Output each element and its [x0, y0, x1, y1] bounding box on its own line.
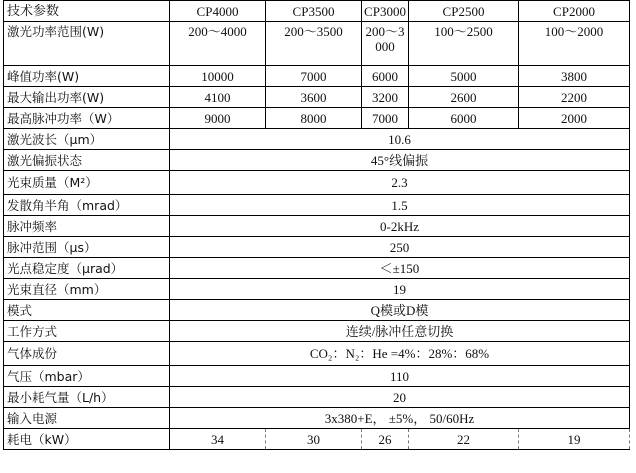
cell-value: 45°线偏振 [170, 150, 630, 171]
cell-value: 100～2000 [519, 22, 630, 66]
cell-value: 1.5 [170, 195, 630, 216]
row-label: 光束直径（mm） [4, 279, 170, 300]
cell-value: 19 [170, 279, 630, 300]
table-row [4, 22, 630, 66]
cell-value: Q模或D模 [170, 300, 630, 321]
cell-value: 8000 [266, 108, 362, 129]
cell-value: 30 [266, 429, 362, 450]
cell-value: 250 [170, 237, 630, 258]
table-row [4, 342, 630, 366]
row-label: 耗电（kW） [4, 429, 170, 450]
cell-value: 连续/脉冲任意切换 [170, 321, 630, 342]
spec-table [3, 0, 630, 450]
table-row [4, 366, 630, 387]
table-row [4, 216, 630, 237]
table-row [4, 258, 630, 279]
row-label: 激光功率范围(W) [4, 22, 170, 66]
row-label: 脉冲频率 [4, 216, 170, 237]
cell-value: 4100 [170, 87, 266, 108]
header-cp3000: CP3000 [362, 1, 409, 22]
cell-value: 200～3000 [362, 22, 409, 66]
cell-value: 3x380+E， ±5%， 50/60Hz [170, 408, 630, 429]
header-cp3500: CP3500 [266, 1, 362, 22]
row-label: 最高脉冲功率（W） [4, 108, 170, 129]
cell-value: 26 [362, 429, 409, 450]
cell-value: 200～3500 [266, 22, 362, 66]
cell-value: 2000 [519, 108, 630, 129]
cell-value: 5000 [409, 66, 519, 87]
table-row [4, 408, 630, 429]
cell-value: 2.3 [170, 171, 630, 195]
cell-value: 3800 [519, 66, 630, 87]
table-row [4, 321, 630, 342]
row-label: 光束质量（M²） [4, 171, 170, 195]
header-cp2500: CP2500 [409, 1, 519, 22]
row-label: 模式 [4, 300, 170, 321]
table-row [4, 279, 630, 300]
row-label: 输入电源 [4, 408, 170, 429]
row-label: 气体成份 [4, 342, 170, 366]
table-row [4, 129, 630, 150]
cell-value: 3200 [362, 87, 409, 108]
cell-value: 10000 [170, 66, 266, 87]
cell-value: 2600 [409, 87, 519, 108]
cell-value: 6000 [362, 66, 409, 87]
cell-value: 6000 [409, 108, 519, 129]
row-label: 工作方式 [4, 321, 170, 342]
table-row [4, 108, 630, 129]
header-cp2000: CP2000 [519, 1, 630, 22]
header-row [4, 1, 630, 22]
cell-value: 22 [409, 429, 519, 450]
cell-value: 20 [170, 387, 630, 408]
header-cp4000: CP4000 [170, 1, 266, 22]
cell-value: 7000 [266, 66, 362, 87]
table-row [4, 237, 630, 258]
table-row [4, 87, 630, 108]
cell-value: 9000 [170, 108, 266, 129]
cell-value: 0-2kHz [170, 216, 630, 237]
table-row [4, 429, 630, 450]
cell-value: 19 [519, 429, 630, 450]
cell-value: 34 [170, 429, 266, 450]
table-row [4, 300, 630, 321]
cell-value: 200～4000 [170, 22, 266, 66]
table-row [4, 150, 630, 171]
row-label: 峰值功率(W) [4, 66, 170, 87]
row-label: 脉冲范围（μs） [4, 237, 170, 258]
row-label: 最大输出功率(W) [4, 87, 170, 108]
table-row [4, 195, 630, 216]
cell-value: 7000 [362, 108, 409, 129]
row-label: 发散角半角（mrad） [4, 195, 170, 216]
cell-value: ＜±150 [170, 258, 630, 279]
cell-value: 110 [170, 366, 630, 387]
row-label: 激光偏振状态 [4, 150, 170, 171]
table-row [4, 66, 630, 87]
table-row [4, 387, 630, 408]
row-label: 激光波长（μm） [4, 129, 170, 150]
cell-value: 3600 [266, 87, 362, 108]
header-param: 技术参数 [4, 1, 170, 22]
cell-value: 100～2500 [409, 22, 519, 66]
row-label: 气压（mbar） [4, 366, 170, 387]
row-label: 最小耗气量（L/h） [4, 387, 170, 408]
row-label: 光点稳定度（μrad） [4, 258, 170, 279]
cell-value: 10.6 [170, 129, 630, 150]
cell-value: 2200 [519, 87, 630, 108]
cell-value: CO₂：N₂：He =4%：28%：68% [170, 342, 630, 366]
table-row [4, 171, 630, 195]
